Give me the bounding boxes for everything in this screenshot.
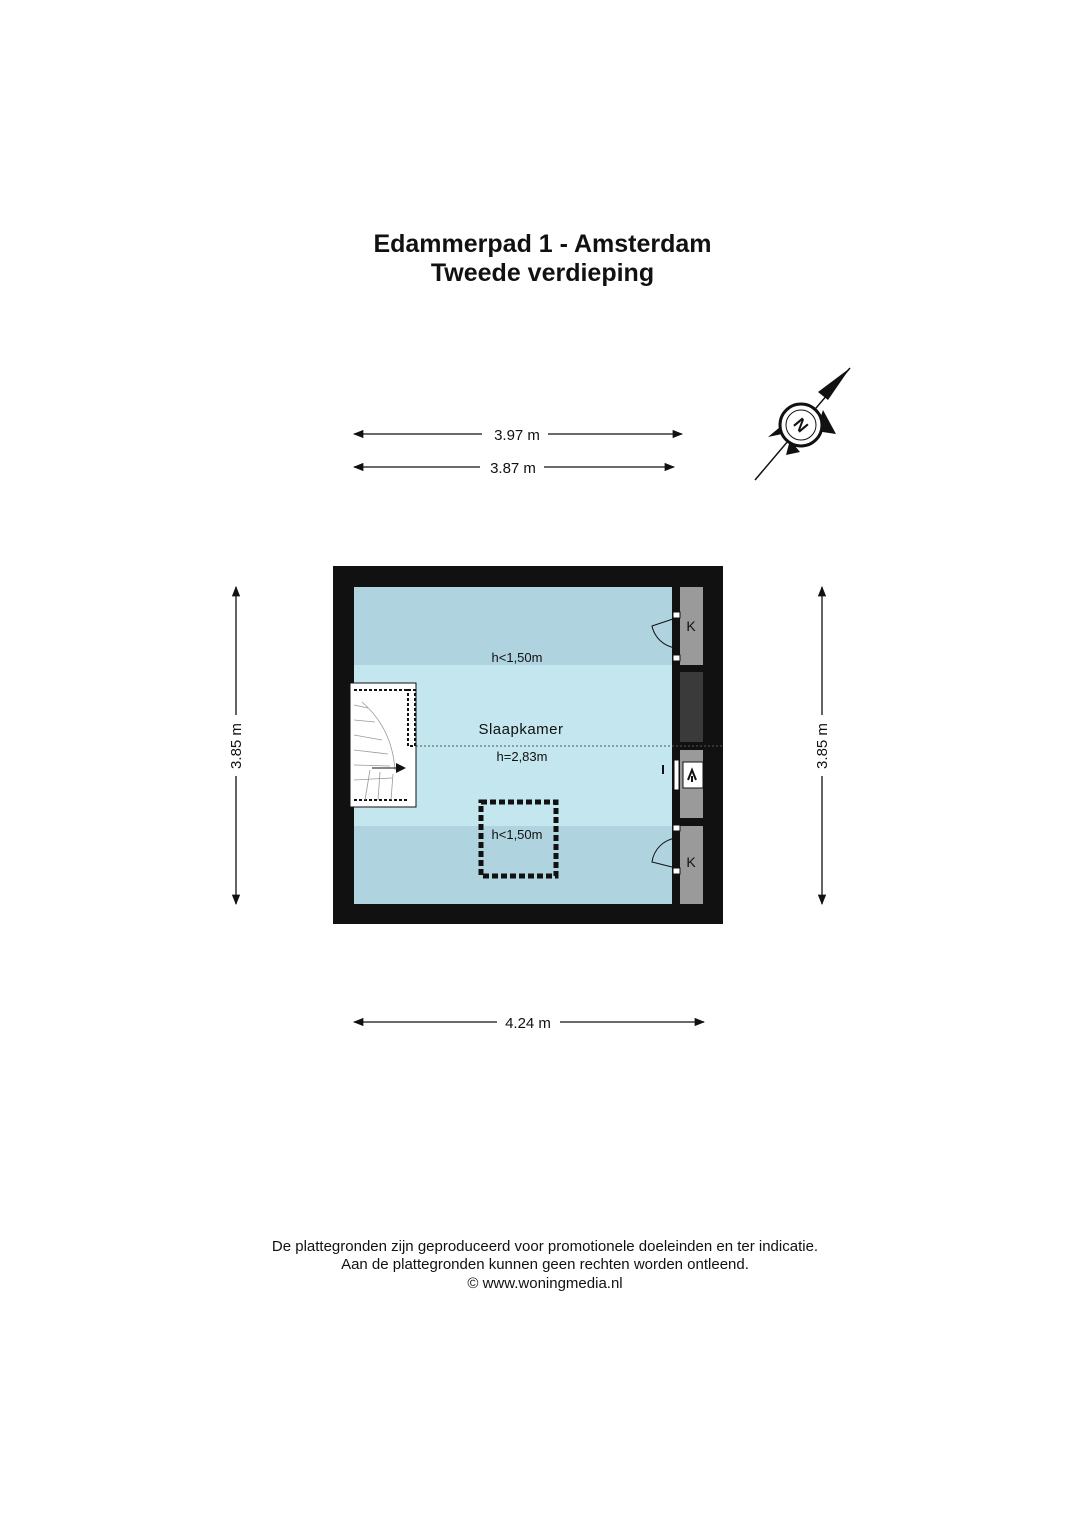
copyright-line: © www.woningmedia.nl [467,1275,623,1292]
compass-north-label: N [789,414,812,437]
dimension-bottom-label: 4.24 m [505,1015,551,1032]
height-label-top: h<1,50m [491,650,543,665]
dimension-right [814,587,831,904]
disclaimer-line-2: Aan de plattegronden kunnen geen rechten worden ontleend. [341,1256,749,1273]
floor-title: Tweede verdieping [430,259,655,287]
dimension-bottom [354,1015,704,1032]
dimension-top-outer-label: 3.97 m [494,427,540,444]
height-label-main: h=2,83m [496,749,548,764]
closet-top-label: K [686,618,696,634]
staircase [350,683,416,807]
dimension-right-label: 3.85 m [814,723,831,769]
compass-icon [755,368,850,480]
dimension-top-inner-label: 3.87 m [490,460,536,477]
room-name-label: Slaapkamer [478,721,564,738]
dimension-top-inner [354,460,674,477]
disclaimer-line-1: De plattegronden zijn geproduceerd voor promotionele doeleinden en ter indicatie. [271,1238,819,1255]
plan-title: Edammerpad 1 - Amsterdam [373,230,712,258]
height-label-hatch: h<1,50m [491,827,543,842]
dimension-top-outer [354,427,682,444]
closet-middle [680,672,703,742]
dimension-left [228,587,245,904]
closet-bottom-label: K [686,854,696,870]
dimension-left-label: 3.85 m [228,723,245,769]
